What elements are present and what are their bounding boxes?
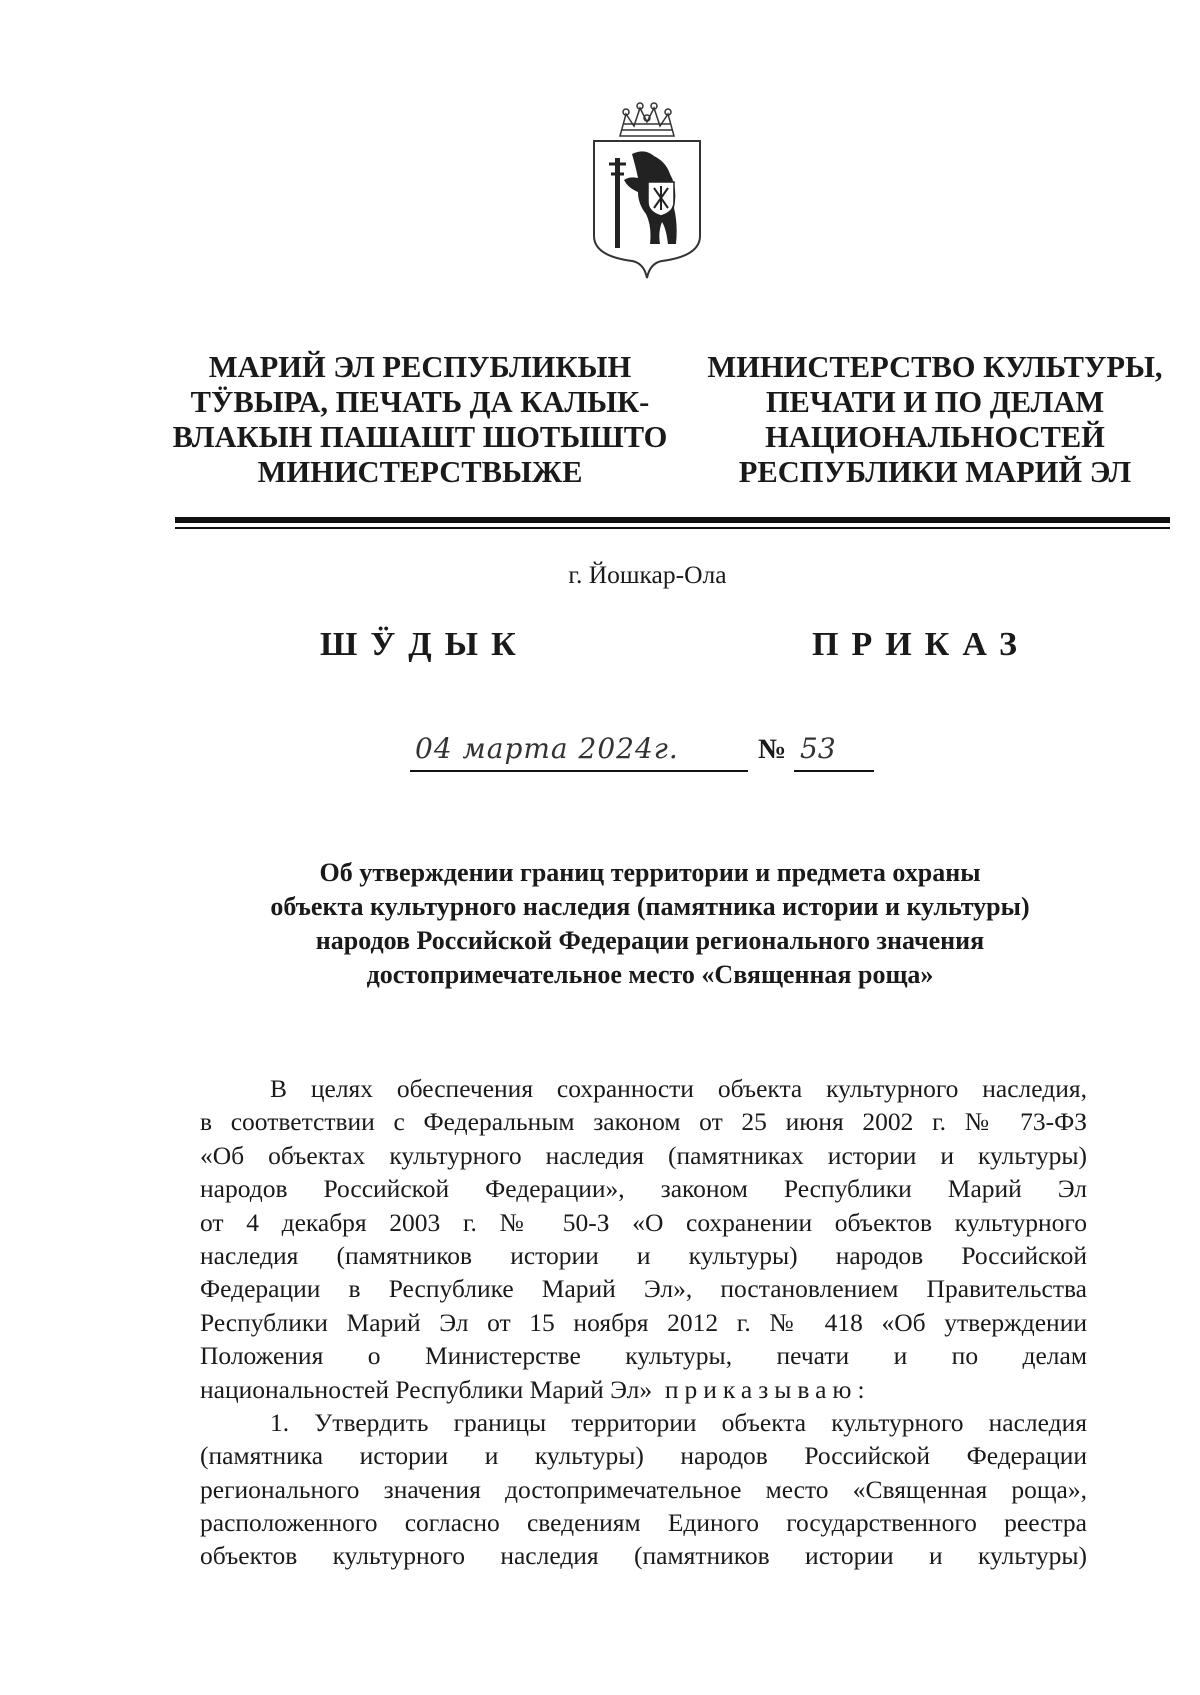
- header-right-line: ПЕЧАТИ И ПО ДЕЛАМ: [765, 385, 1105, 419]
- item1-line: объектов культурного наследия (памятников истории и культуры): [200, 1541, 1087, 1571]
- item1-line: регионального значения достопримечательное место «Священная роща»,: [200, 1474, 1087, 1504]
- body-line: от 4 декабря 2003 г. № 50-З «О сохранении объектов культурного: [200, 1207, 1087, 1237]
- header-right-line: НАЦИОНАЛЬНОСТЕЙ: [765, 420, 1105, 454]
- order-word: приказываю:: [664, 1374, 871, 1404]
- header-mari-ministry-name: [170, 350, 670, 490]
- header-divider-thick: [175, 517, 1170, 523]
- body-line: народов Российской Федерации», законом Республики Марий Эл: [200, 1174, 1087, 1204]
- body-line: Республики Марий Эл от 15 ноября 2012 г. № 418 «Об утверждении: [200, 1307, 1087, 1337]
- document-title: [200, 856, 1100, 992]
- document-body: [200, 1072, 1087, 1573]
- number-sign: №: [758, 734, 787, 765]
- body-line: В целях обеспечения сохранности объекта культурного наследия,: [270, 1074, 1087, 1103]
- body-line: наследия (памятников истории и культуры) народов Российской: [200, 1240, 1087, 1270]
- title-line: Об утверждении границ территории и предмета охраны: [319, 858, 981, 887]
- header-divider-thin: [175, 527, 1170, 529]
- header-russian-ministry-name: [700, 350, 1170, 490]
- header-left-line: МИНИСТЕРСТВЫЖЕ: [257, 455, 583, 489]
- document-type-mari: ШӰДЫК: [320, 626, 529, 663]
- title-line: достопримечательное место «Священная роща»: [366, 960, 934, 989]
- body-line: в соответствии с Федеральным законом от 25 июня 2002 г. № 73-ФЗ: [200, 1107, 1087, 1137]
- document-type-russian: ПРИКАЗ: [812, 626, 1030, 663]
- title-line: народов Российской Федерации регионального значения: [315, 926, 985, 955]
- item1-line: расположенного согласно сведениям Единого государственного реестра: [200, 1508, 1087, 1538]
- item1-line: 1. Утвердить границы территории объекта культурного наследия: [270, 1407, 1087, 1437]
- header-right-line: МИНИСТЕРСТВО КУЛЬТУРЫ,: [707, 350, 1163, 384]
- body-line: Федерации в Республике Марий Эл», постановлением Правительства: [200, 1274, 1087, 1304]
- header-left-line: ВЛАКЫН ПАШАШТ ШОТЫШТО: [172, 420, 668, 454]
- header-left-line: МАРИЙ ЭЛ РЕСПУБЛИКЫН: [208, 350, 632, 384]
- date-number-line: [400, 730, 880, 780]
- body-line: национальностей Республики Марий Эл»: [200, 1374, 653, 1404]
- date-underline: [410, 770, 748, 772]
- body-line-with-order: [200, 1373, 1087, 1406]
- header-left-line: ТӰВЫРА, ПЕЧАТЬ ДА КАЛЫК-: [190, 385, 650, 419]
- handwritten-date: 04 марта 2024г.: [415, 732, 679, 765]
- handwritten-number: 53: [800, 732, 836, 765]
- header-right-line: РЕСПУБЛИКИ МАРИЙ ЭЛ: [738, 455, 1132, 489]
- number-underline: [794, 770, 874, 772]
- title-line: объекта культурного наследия (памятника истории и культуры): [270, 892, 1030, 921]
- body-line: «Об объектах культурного наследия (памятниках истории и культуры): [200, 1140, 1087, 1170]
- coat-of-arms-emblem: [582, 96, 712, 286]
- body-line: Положения о Министерстве культуры, печати и по делам: [200, 1341, 1087, 1371]
- item1-line: (памятника истории и культуры) народов Российской Федерации: [200, 1441, 1087, 1471]
- city-name: г. Йошкар-Ола: [568, 560, 727, 589]
